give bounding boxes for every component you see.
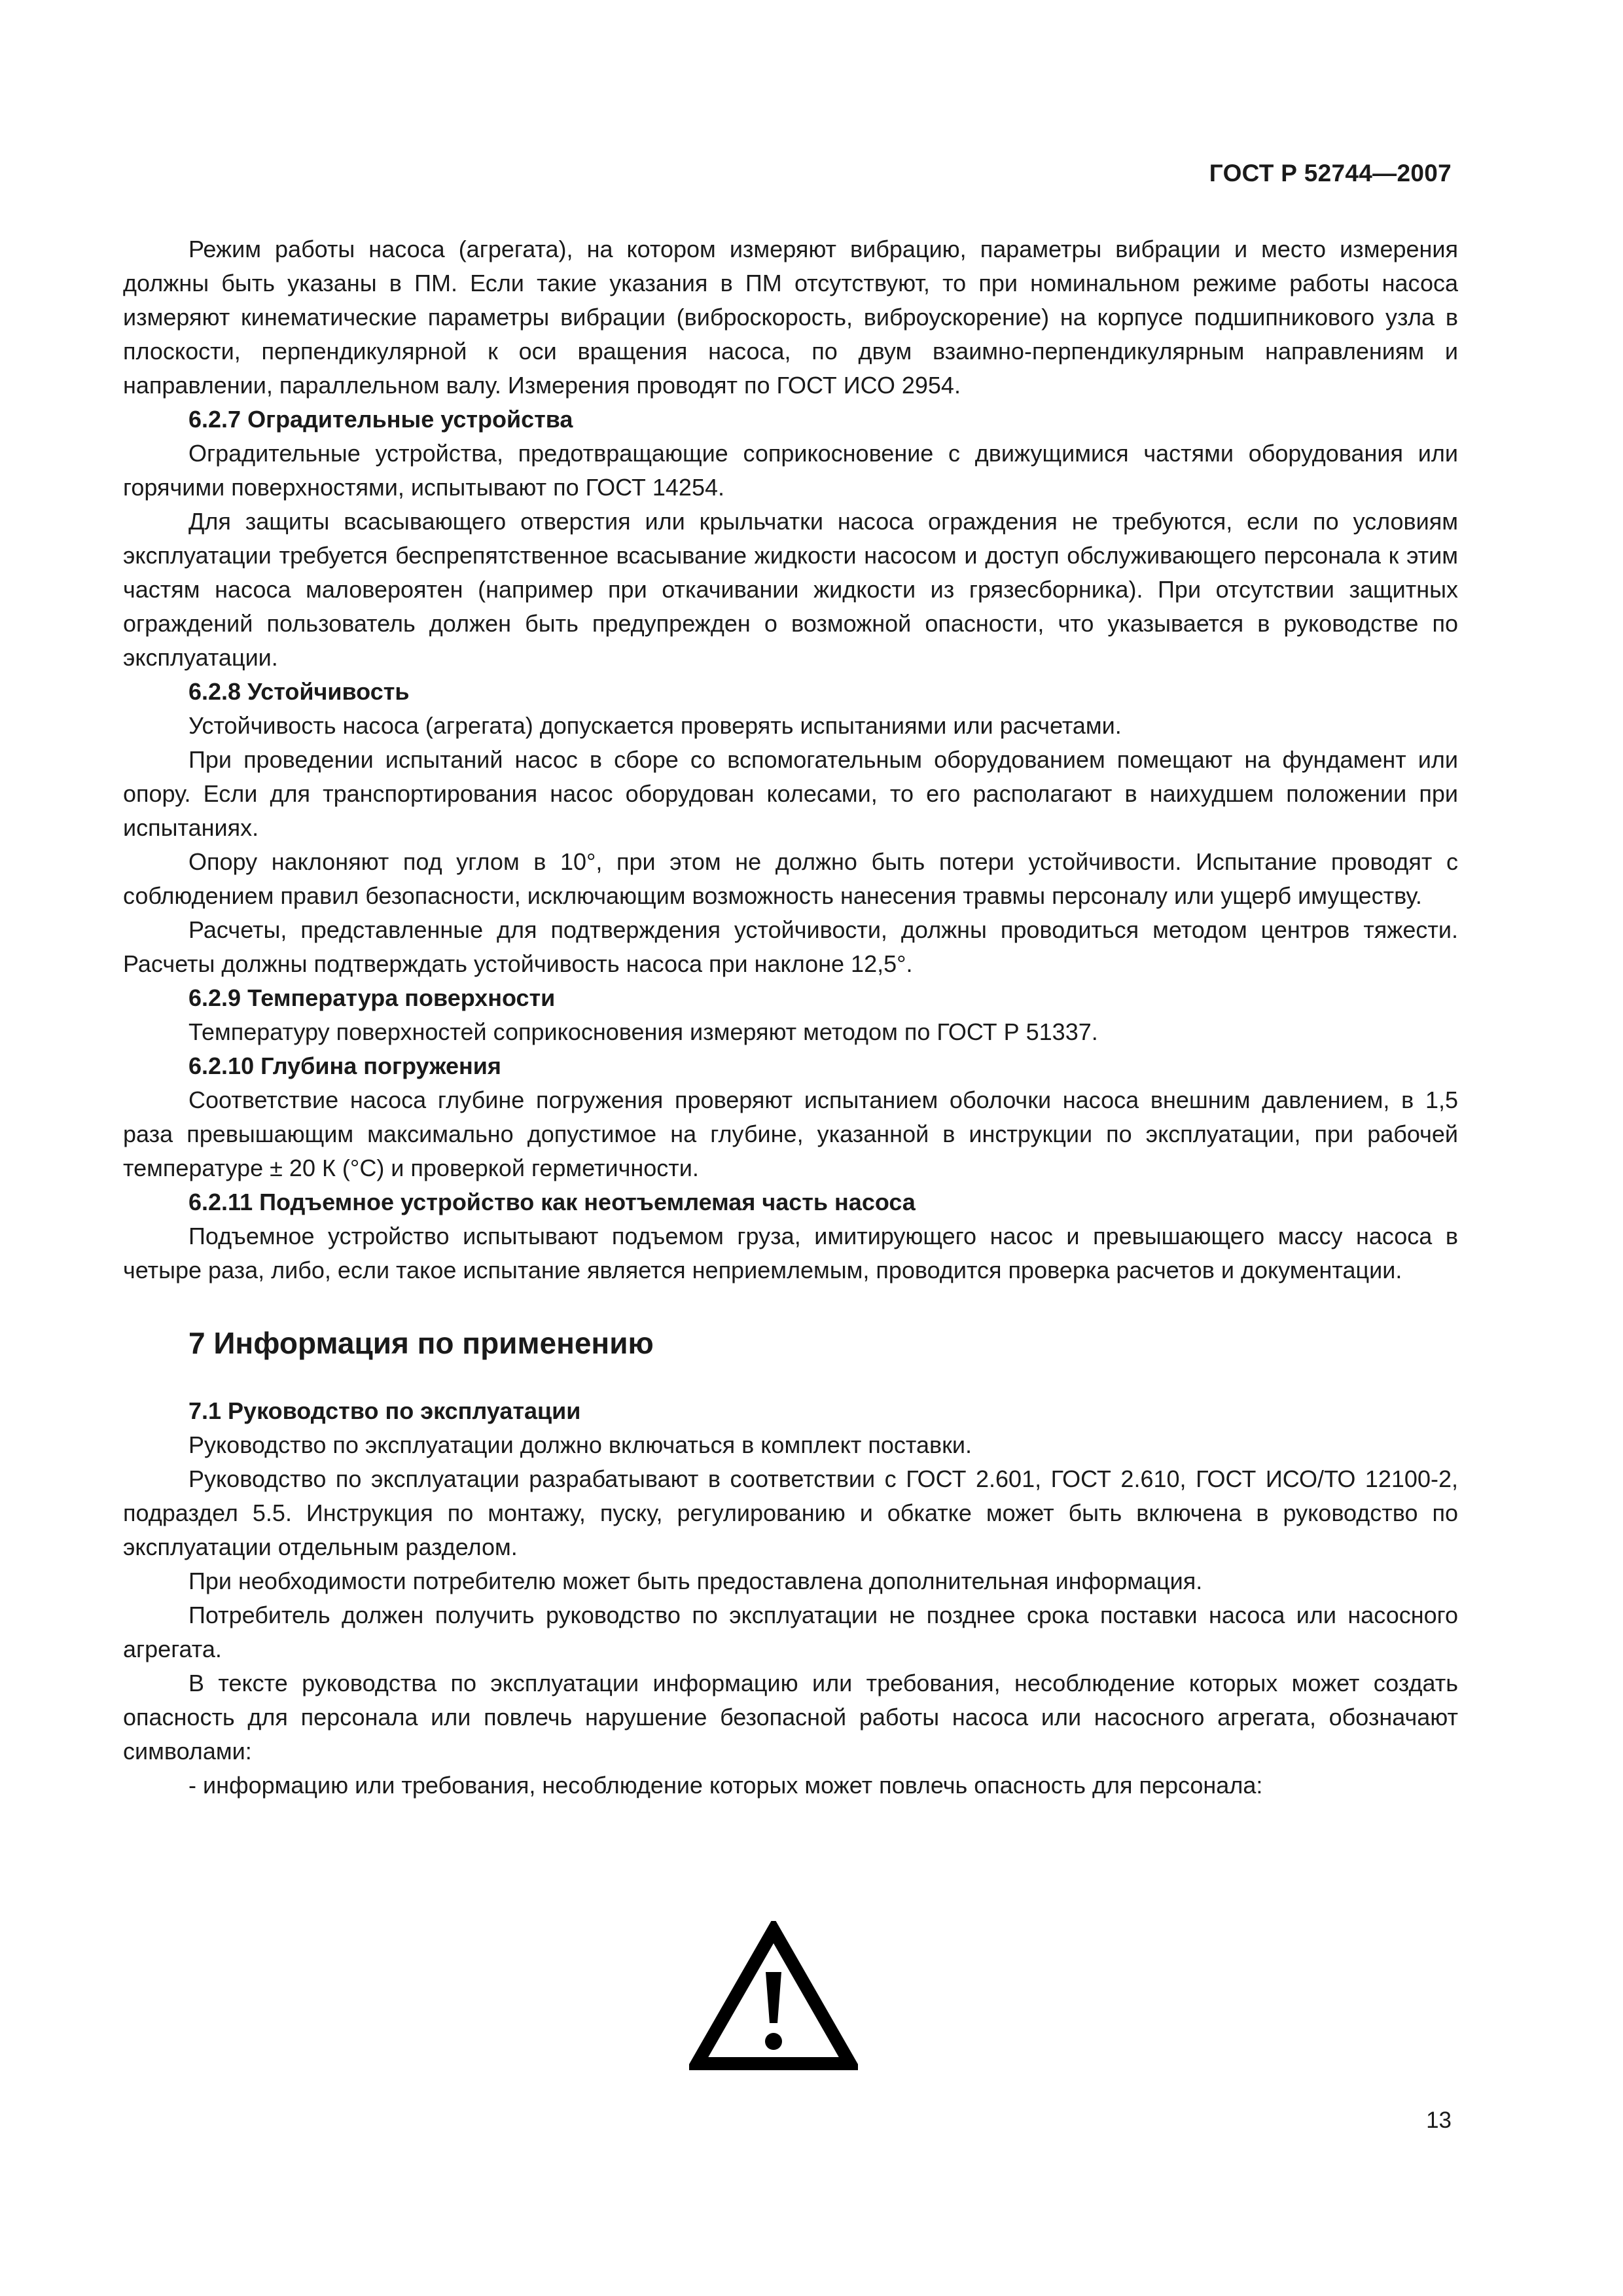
document-body (123, 232, 1458, 1803)
paragraph: Устойчивость насоса (агрегата) допускается проверять испытаниями или расчетами. (188, 712, 1122, 739)
paragraph: Соответствие насоса глубине погружения проверяют испытанием оболочки насоса внешним давлением, в 1,5 раза превышающим максимально допустимое на глубине, указанной в инструкции по эксплуатации, при рабочей температуре ± 20 К (°С) и проверкой герметичности. (123, 1086, 1458, 1181)
paragraph: - информацию или требования, несоблюдение которых может повлечь опасность для персонала: (188, 1772, 1263, 1799)
subsection-heading: 7.1 Руководство по эксплуатации (188, 1397, 581, 1424)
paragraph: Режим работы насоса (агрегата), на котором измеряют вибрацию, параметры вибрации и место измерения должны быть указаны в ПМ. Если такие указания в ПМ отсутствуют, то при номинальном режиме работы насоса измеряют кинематические параметры вибрации (виброскорость, виброускорение) на корпусе подшипникового узла в плоскости, перпендикулярной к оси вращения насоса, по двум взаимно-перпендикулярным направлениям и направлении, параллельном валу. Измерения проводят по ГОСТ ИСО 2954. (123, 236, 1458, 399)
paragraph: При проведении испытаний насос в сборе со вспомогательным оборудованием помещают на фундамент или опору. Если для транспортирования насос оборудован колесами, то его располагают в наихудшем положении при испытаниях. (123, 746, 1458, 841)
page-number: 13 (1426, 2108, 1452, 2133)
subsection-heading: 6.2.11 Подъемное устройство как неотъемлемая часть насоса (188, 1189, 916, 1215)
paragraph: Опору наклоняют под углом в 10°, при этом не должно быть потери устойчивости. Испытание проводят с соблюдением правил безопасности, исключающим возможность нанесения травмы персоналу или ущерб имуществу. (123, 848, 1458, 909)
subsection-heading: 6.2.7 Оградительные устройства (188, 406, 573, 433)
subsection-heading: 6.2.9 Температура поверхности (188, 984, 556, 1011)
warning-triangle-icon (689, 1921, 858, 2072)
paragraph: Подъемное устройство испытывают подъемом груза, имитирующего насос и превышающего массу насоса в четыре раза, либо, если такое испытание является неприемлемым, проводится проверка расчетов и документации. (123, 1223, 1458, 1283)
paragraph: Руководство по эксплуатации должно включаться в комплект поставки. (188, 1431, 972, 1458)
subsection-heading: 6.2.8 Устойчивость (188, 678, 410, 705)
paragraph: Потребитель должен получить руководство по эксплуатации не позднее срока поставки насоса или насосного агрегата. (123, 1602, 1458, 1662)
paragraph: Для защиты всасывающего отверстия или крыльчатки насоса ограждения не требуются, если по условиям эксплуатации требуется беспрепятственное всасывание жидкости насосом и доступ обслуживающего персонала к этим частям насоса маловероятен (например при откачивании жидкости из грязесборника). При отсутствии защитных ограждений пользователь должен быть предупрежден о возможной опасности, что указывается в руководстве по эксплуатации. (123, 508, 1458, 671)
subsection-heading: 6.2.10 Глубина погружения (188, 1052, 501, 1079)
paragraph: Расчеты, представленные для подтверждения устойчивости, должны проводиться методом центров тяжести. Расчеты должны подтверждать устойчивость насоса при наклоне 12,5°. (123, 916, 1458, 977)
document-id-header: ГОСТ Р 52744—2007 (1209, 160, 1452, 187)
paragraph: При необходимости потребителю может быть предоставлена дополнительная информация. (188, 1568, 1203, 1594)
paragraph: Оградительные устройства, предотвращающие соприкосновение с движущимися частями оборудования или горячими поверхностями, испытывают по ГОСТ 14254. (123, 440, 1458, 501)
paragraph: В тексте руководства по эксплуатации информацию или требования, несоблюдение которых может создать опасность для персонала или повлечь нарушение безопасной работы насоса или насосного агрегата, обозначают символами: (123, 1670, 1458, 1765)
paragraph: Температуру поверхностей соприкосновения измеряют методом по ГОСТ Р 51337. (188, 1018, 1098, 1045)
section-heading: 7 Информация по применению (188, 1326, 654, 1360)
paragraph: Руководство по эксплуатации разрабатывают в соответствии с ГОСТ 2.601, ГОСТ 2.610, ГОСТ ИСО/ТО 12100-2, подраздел 5.5. Инструкция по монтажу, пуску, регулированию и обкатке может быть включена в руководство по эксплуатации отдельным разделом. (123, 1465, 1458, 1560)
